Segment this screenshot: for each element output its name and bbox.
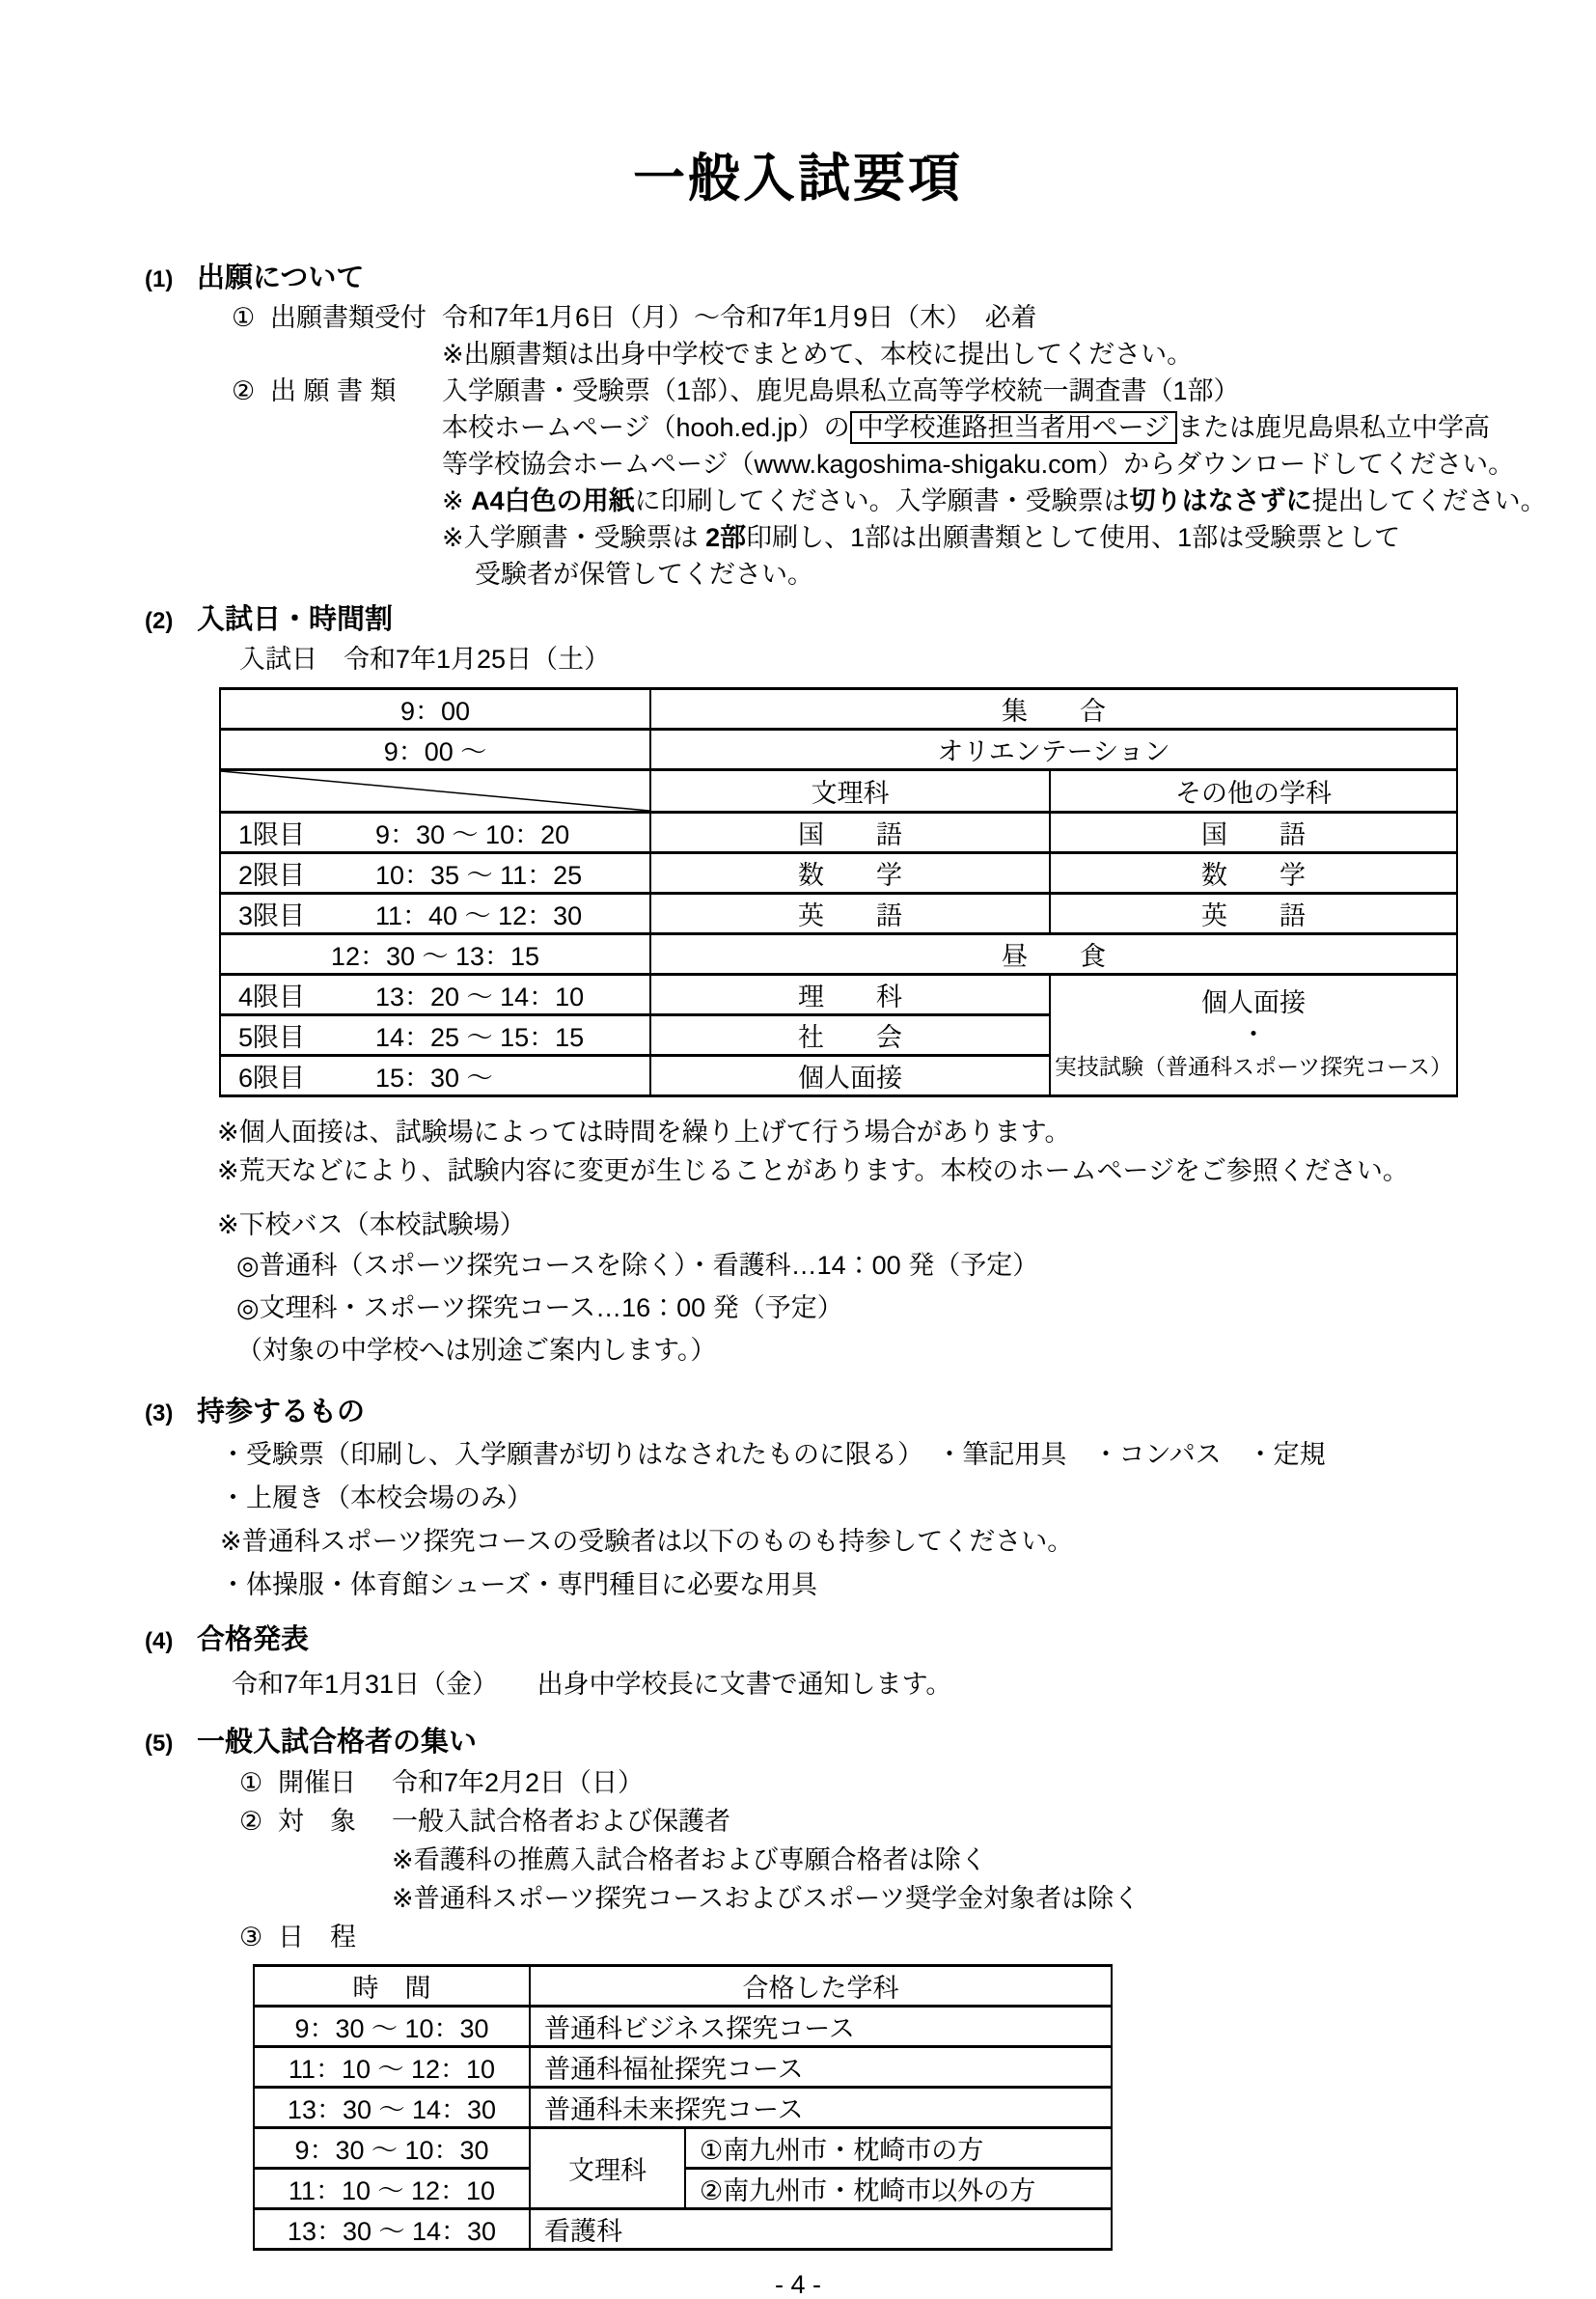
section-5-number: (5)	[145, 1731, 174, 1757]
timetable-row-period-4	[220, 975, 1457, 1015]
orientation-time-cell: 9：00 ～	[220, 730, 650, 770]
bus-note-heading: ※下校バス（本校試験場）	[217, 1210, 526, 1239]
schedule-time-2: 11：10 ～ 12：10	[254, 2047, 530, 2088]
download-line-1	[442, 409, 1596, 446]
gathering-target-note-2: ※普通科スポーツ探究コースおよびスポーツ奨学金対象者は除く	[392, 1884, 1141, 1913]
diagonal-line	[221, 771, 649, 811]
period-3-time: 11：40 ～ 12：30	[375, 901, 583, 930]
schedule-row-nursing	[254, 2209, 1112, 2250]
page-number: - 4 -	[774, 2270, 821, 2299]
gathering-schedule-table	[253, 1964, 1113, 2251]
print-note-post: 提出してください。	[1311, 486, 1547, 515]
section-1-title: 出願について	[197, 263, 365, 293]
page-title: 一般入試要項	[633, 150, 963, 208]
period-1-bunri-subject: 国 語	[650, 813, 1050, 853]
period-5-bunri-subject: 社 会	[650, 1015, 1050, 1056]
bus-departure-1: ◎普通科（スポーツ探究コースを除く）・看護科…14：00 発（予定）	[236, 1251, 1039, 1280]
section-4-title: 合格発表	[197, 1624, 310, 1655]
gathering-schedule-row	[239, 1918, 1596, 1956]
interview-line: 個人面接	[1201, 988, 1306, 1017]
gathering-time-cell: 9：00	[220, 689, 650, 730]
period-2-time: 10：35 ～ 11：25	[375, 861, 583, 890]
period-3-time-cell	[220, 894, 650, 934]
period-2-name: 2限目	[238, 861, 306, 890]
teacher-page-box: 中学校進路担当者用ページ	[850, 411, 1177, 444]
period-3-other-subject: 英 語	[1050, 894, 1457, 934]
gathering-target-note-1: ※看護科の推薦入試合格者および専願合格者は除く	[392, 1845, 987, 1874]
item-2-text: 入学願書・受験票（1部）、鹿児島県私立高等学校統一調査書（1部）	[442, 376, 1240, 405]
copies-note-line-2: 受験者が保管してください。	[475, 560, 813, 589]
application-period-row	[232, 299, 1596, 336]
item-1-label: 出願書類受付	[270, 303, 427, 332]
timetable-row-lunch	[220, 934, 1457, 975]
print-note-line	[442, 483, 1596, 519]
timetable-row-period-2	[220, 853, 1457, 894]
period-2-time-cell	[220, 853, 650, 894]
copies-note-pre: ※入学願書・受験票は	[442, 523, 706, 552]
schedule-time-3: 13：30 ～ 14：30	[254, 2088, 530, 2128]
schedule-row-future	[254, 2088, 1112, 2128]
item-1-text: 令和7年1月6日（月）～令和7年1月9日（木） 必着	[442, 303, 1037, 332]
period-5-time: 14：25 ～ 15：15	[375, 1023, 585, 1052]
section-1-number: (1)	[145, 266, 174, 292]
gathering-schedule-number: ③	[239, 1923, 263, 1952]
practical-exam-line: 実技試験（普通科スポーツ探究コース）	[1055, 1054, 1452, 1079]
timetable-row-period-1	[220, 813, 1457, 853]
gathering-target-text: 一般入試合格者および保護者	[392, 1807, 730, 1836]
schedule-dept-3: 普通科未来探究コース	[530, 2088, 1112, 2128]
section-1-heading	[145, 259, 1596, 299]
schedule-row-welfare	[254, 2047, 1112, 2088]
period-1-name: 1限目	[238, 820, 306, 849]
period-3-bunri-subject: 英 語	[650, 894, 1050, 934]
period-4-name: 4限目	[238, 983, 306, 1011]
lunch-time-cell: 12：30 ～ 13：15	[220, 934, 650, 975]
timetable-row-gathering	[220, 689, 1457, 730]
application-documents-row	[232, 373, 1596, 409]
period-1-time-cell	[220, 813, 650, 853]
period-4-time: 13：20 ～ 14：10	[375, 983, 585, 1011]
gathering-schedule-label: 日 程	[278, 1923, 356, 1952]
gathering-date-label: 開催日	[278, 1768, 356, 1797]
interview-dot: ・	[1240, 1020, 1267, 1049]
schedule-time-1: 9：30 ～ 10：30	[254, 2007, 530, 2047]
timetable-row-orientation	[220, 730, 1457, 770]
interview-practical-cell	[1050, 975, 1457, 1096]
item-1-circled-number: ①	[232, 303, 256, 332]
item-2-circled-number: ②	[232, 376, 256, 405]
download-line-2: 等学校協会ホームページ（www.kagoshima-shigaku.com）からダウンロードしてください。	[442, 450, 1515, 479]
period-6-name: 6限目	[238, 1064, 306, 1093]
gathering-date-row	[239, 1763, 1596, 1802]
copies-note-bold: 2部	[705, 523, 747, 552]
schedule-row-business	[254, 2007, 1112, 2047]
schedule-detail-2: ②南九州市・枕崎市以外の方	[685, 2169, 1112, 2209]
bring-item-3: ・体操服・体育館シューズ・専門種目に必要な用具	[220, 1570, 818, 1599]
period-4-time-cell	[220, 975, 650, 1015]
schedule-dept-nursing: 看護科	[530, 2209, 1112, 2250]
period-1-time: 9：30 ～ 10：20	[375, 820, 570, 849]
period-1-other-subject: 国 語	[1050, 813, 1457, 853]
schedule-detail-1: ①南九州市・枕崎市の方	[685, 2128, 1112, 2169]
section-2-title: 入試日・時間割	[197, 604, 394, 635]
schedule-row-bunri-1	[254, 2128, 1112, 2169]
column-header-other: その他の学科	[1050, 770, 1457, 813]
copies-note-line	[442, 519, 1596, 556]
period-5-name: 5限目	[238, 1023, 306, 1052]
section-3-number: (3)	[145, 1400, 174, 1426]
exam-date-line: 入試日 令和7年1月25日（土）	[239, 645, 611, 674]
period-5-time-cell	[220, 1015, 650, 1056]
results-announcement-line: 令和7年1月31日（金） 出身中学校長に文書で通知します。	[232, 1670, 952, 1699]
timetable-note-2: ※荒天などにより、試験内容に変更が生じることがあります。本校のホームページをご参照ください。	[217, 1156, 1409, 1185]
schedule-dept-2: 普通科福祉探究コース	[530, 2047, 1112, 2088]
print-note-mid: に印刷してください。入学願書・受験票は	[634, 486, 1130, 515]
period-6-time-cell	[220, 1056, 650, 1096]
schedule-header-row	[254, 1966, 1112, 2007]
period-6-time: 15：30 ～	[375, 1064, 493, 1093]
diagonal-header-cell	[220, 770, 650, 813]
schedule-header-time: 時 間	[254, 1966, 530, 2007]
gathering-target-row	[239, 1802, 1596, 1841]
schedule-time-4: 9：30 ～ 10：30	[254, 2128, 530, 2169]
schedule-dept-bunri: 文理科	[530, 2128, 685, 2209]
lunch-cell: 昼 食	[650, 934, 1457, 975]
period-3-name: 3限目	[238, 901, 306, 930]
section-5-title: 一般入試合格者の集い	[197, 1727, 478, 1758]
print-note-bold-paper: A4白色の用紙	[471, 486, 635, 515]
section-2-number: (2)	[145, 608, 174, 634]
bus-note-schools: （対象の中学校へは別途ご案内します。）	[236, 1336, 717, 1365]
print-note-pre: ※	[442, 486, 472, 515]
column-header-bunri: 文理科	[650, 770, 1050, 813]
section-5-heading	[145, 1723, 1596, 1763]
schedule-dept-1: 普通科ビジネス探究コース	[530, 2007, 1112, 2047]
section-4-number: (4)	[145, 1628, 174, 1654]
copies-note-post: 印刷し、1部は出願書類として使用、1部は受験票として	[746, 523, 1401, 552]
item-2-label: 出 願 書 類	[270, 376, 397, 405]
bus-departure-2: ◎文理科・スポーツ探究コース…16：00 発（予定）	[236, 1293, 843, 1322]
exam-timetable	[219, 687, 1458, 1097]
timetable-header-row	[220, 770, 1457, 813]
gathering-date-number: ①	[239, 1768, 263, 1797]
section-2-heading	[145, 600, 1596, 641]
orientation-cell: オリエンテーション	[650, 730, 1457, 770]
timetable-row-period-3	[220, 894, 1457, 934]
gathering-target-number: ②	[239, 1807, 263, 1836]
schedule-time-5: 11：10 ～ 12：10	[254, 2169, 530, 2209]
section-3-heading	[145, 1393, 1596, 1433]
bring-item-note: ※普通科スポーツ探究コースの受験者は以下のものも持参してください。	[220, 1527, 1074, 1556]
gathering-date-text: 令和7年2月2日（日）	[392, 1768, 645, 1797]
gathering-target-label: 対 象	[278, 1807, 356, 1836]
bring-item-2: ・上履き（本校会場のみ）	[220, 1483, 533, 1512]
period-2-other-subject: 数 学	[1050, 853, 1457, 894]
period-4-bunri-subject: 理 科	[650, 975, 1050, 1015]
timetable-note-1: ※個人面接は、試験場によっては時間を繰り上げて行う場合があります。	[217, 1118, 1071, 1147]
application-period-note: ※出願書類は出身中学校でまとめて、本校に提出してください。	[442, 340, 1194, 369]
gathering-cell: 集 合	[650, 689, 1457, 730]
period-2-bunri-subject: 数 学	[650, 853, 1050, 894]
section-4-heading	[145, 1620, 1596, 1661]
download-line-1-post: または鹿児島県私立中学高	[1177, 413, 1491, 442]
print-note-bold-nocut: 切りはなさずに	[1129, 486, 1312, 515]
download-line-1-pre: 本校ホームページ（hooh.ed.jp）の	[442, 413, 850, 442]
bring-item-1: ・受験票（印刷し、入学願書が切りはなされたものに限る） ・筆記用具 ・コンパス ・定規	[220, 1440, 1326, 1469]
schedule-header-dept: 合格した学科	[530, 1966, 1112, 2007]
schedule-time-6: 13：30 ～ 14：30	[254, 2209, 530, 2250]
period-6-bunri-subject: 個人面接	[650, 1056, 1050, 1096]
section-3-title: 持参するもの	[197, 1397, 366, 1427]
